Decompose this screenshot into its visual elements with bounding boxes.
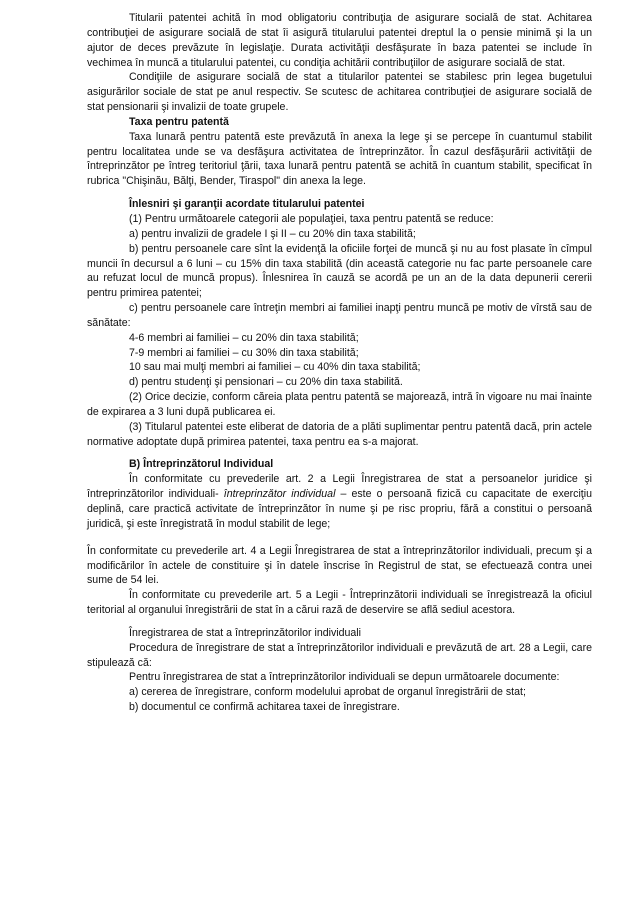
- paragraph: Taxa lunară pentru patentă este prevăzută în anexa la lege şi se percepe în cuantumul stabilit pentru localitatea unde se va desfăşura activitatea de întreprinzător. În cazul desfăşurării activităţii de întreprinzător pe întreg teritoriul ţării, taxa lunară pentru patentă se achită în cuantum stabilit, specificat în rubrica "Chişinău, Bălţi, Bender, Tiraspol" din anexa la lege.: [87, 130, 592, 188]
- text-run: – este o persoană fizică cu capacitate de exerciţiu deplină, care practică activitate de întreprinzător în nume şi pe risc propriu, fără a constitui o persoană juridică, şi este înregistrată în modul stabilit de lege;: [87, 488, 592, 530]
- list-item: 10 sau mai mulţi membri ai familiei – cu 40% din taxa stabilită;: [129, 361, 421, 374]
- list-item: b) documentul ce confirmă achitarea taxei de înregistrare.: [129, 701, 400, 714]
- italic-term: întreprinzător individual: [223, 488, 336, 501]
- section-heading-taxa: Taxa pentru patentă: [129, 115, 229, 128]
- paragraph: Titularii patentei achită în mod obligatoriu contribuţia de asigurare socială de stat. Achitarea contribuţiei de asigurare socială de stat îi asigură titularului patentei dreptul la o pensie minimă şi la un ajutor de deces prevăzute în legislaţie. Durata activităţii desfăşurate în baza patentei se include în vechimea în muncă a titularului patentei, cu condiţia achitării contribuţiilor de asigurare socială de stat.: [87, 12, 592, 69]
- list-item: (2) Orice decizie, conform căreia plata pentru patentă se majorează, intră în vigoare nu mai înainte de expirarea a 3 luni după publicarea ei.: [87, 391, 592, 418]
- paragraph: În conformitate cu prevederile art. 5 a Legii - Întreprinzătorii individuali se înregistrează la oficiul teritorial al organului înregistrării de stat în a cărui rază de deservire se află sediul acestora.: [87, 589, 592, 617]
- list-item: c) pentru persoanele care întreţin membri ai familiei inapţi pentru muncă pe motiv de vîrstă sau de sănătate:: [87, 302, 592, 329]
- paragraph: Pentru înregistrarea de stat a întreprinzătorilor individuali se depun următoarele documente:: [129, 671, 560, 684]
- list-item: a) cererea de înregistrare, conform modelului aprobat de organul înregistrării de stat;: [129, 686, 526, 699]
- spacer: [87, 449, 592, 457]
- text-run: În conformitate cu prevederile art. 2 a Legii Înregistrarea de stat a persoanelor juridice şi întreprinzătorilor individuali-: [87, 473, 592, 501]
- subsection-heading: Înregistrarea de stat a întreprinzătorilor individuali: [129, 626, 362, 639]
- spacer: [87, 618, 592, 626]
- spacer: [87, 189, 592, 197]
- list-item: 4-6 membri ai familiei – cu 20% din taxa stabilită;: [129, 331, 359, 344]
- list-item: b) pentru persoanele care sînt la evidenţă la oficiile forţei de muncă şi nu au fost plasate în cîmpul muncii în decursul a 6 luni – cu 15% din taxa stabilită (din această categorie nu fac parte persoanele care au refuzat locul de muncă propus). Înlesnirea în cauză se acordă pe un an de la data depunerii cererii pentru primirea patentei;: [87, 242, 592, 300]
- paragraph: În conformitate cu prevederile art. 4 a Legii Înregistrarea de stat a întreprinzătorilor individuali, precum şi a modificărilor în actele de constituire şi în datele înscrise în Registrul de stat, se efectuează contra unei sume de 54 lei.: [87, 544, 592, 587]
- paragraph: Condiţiile de asigurare socială de stat a titularilor patentei se stabilesc prin legea bugetului asigurărilor sociale de stat pe anul respectiv. Se scutesc de achitarea contribuţiei de asigurare socială de stat pensionarii şi invalizii de toate grupele.: [87, 71, 592, 114]
- list-item: a) pentru invalizii de gradele I şi II – cu 20% din taxa stabilită;: [129, 227, 416, 240]
- list-item: d) pentru studenţi şi pensionari – cu 20% din taxa stabilită.: [129, 376, 403, 389]
- document-page: [87, 11, 592, 715]
- paragraph: [87, 472, 592, 531]
- section-heading-inlesniri: Înlesniri şi garanţii acordate titularului patentei: [129, 198, 365, 211]
- list-item: (3) Titularul patentei este eliberat de datoria de a plăti suplimentar pentru patentă dacă, prin actele normative adoptate după primirea patentei, taxa pentru ea s-a majorat.: [87, 420, 592, 448]
- list-item: (1) Pentru următoarele categorii ale populaţiei, taxa pentru patentă se reduce:: [129, 212, 494, 225]
- paragraph: Procedura de înregistrare de stat a întreprinzătorilor individuali e prevăzută de art. 28 a Legii, care stipulează că:: [87, 641, 592, 669]
- list-item: 7-9 membri ai familiei – cu 30% din taxa stabilită;: [129, 346, 359, 359]
- spacer: [87, 532, 592, 544]
- section-heading-intreprinzator: B) Întreprinzătorul Individual: [129, 458, 274, 471]
